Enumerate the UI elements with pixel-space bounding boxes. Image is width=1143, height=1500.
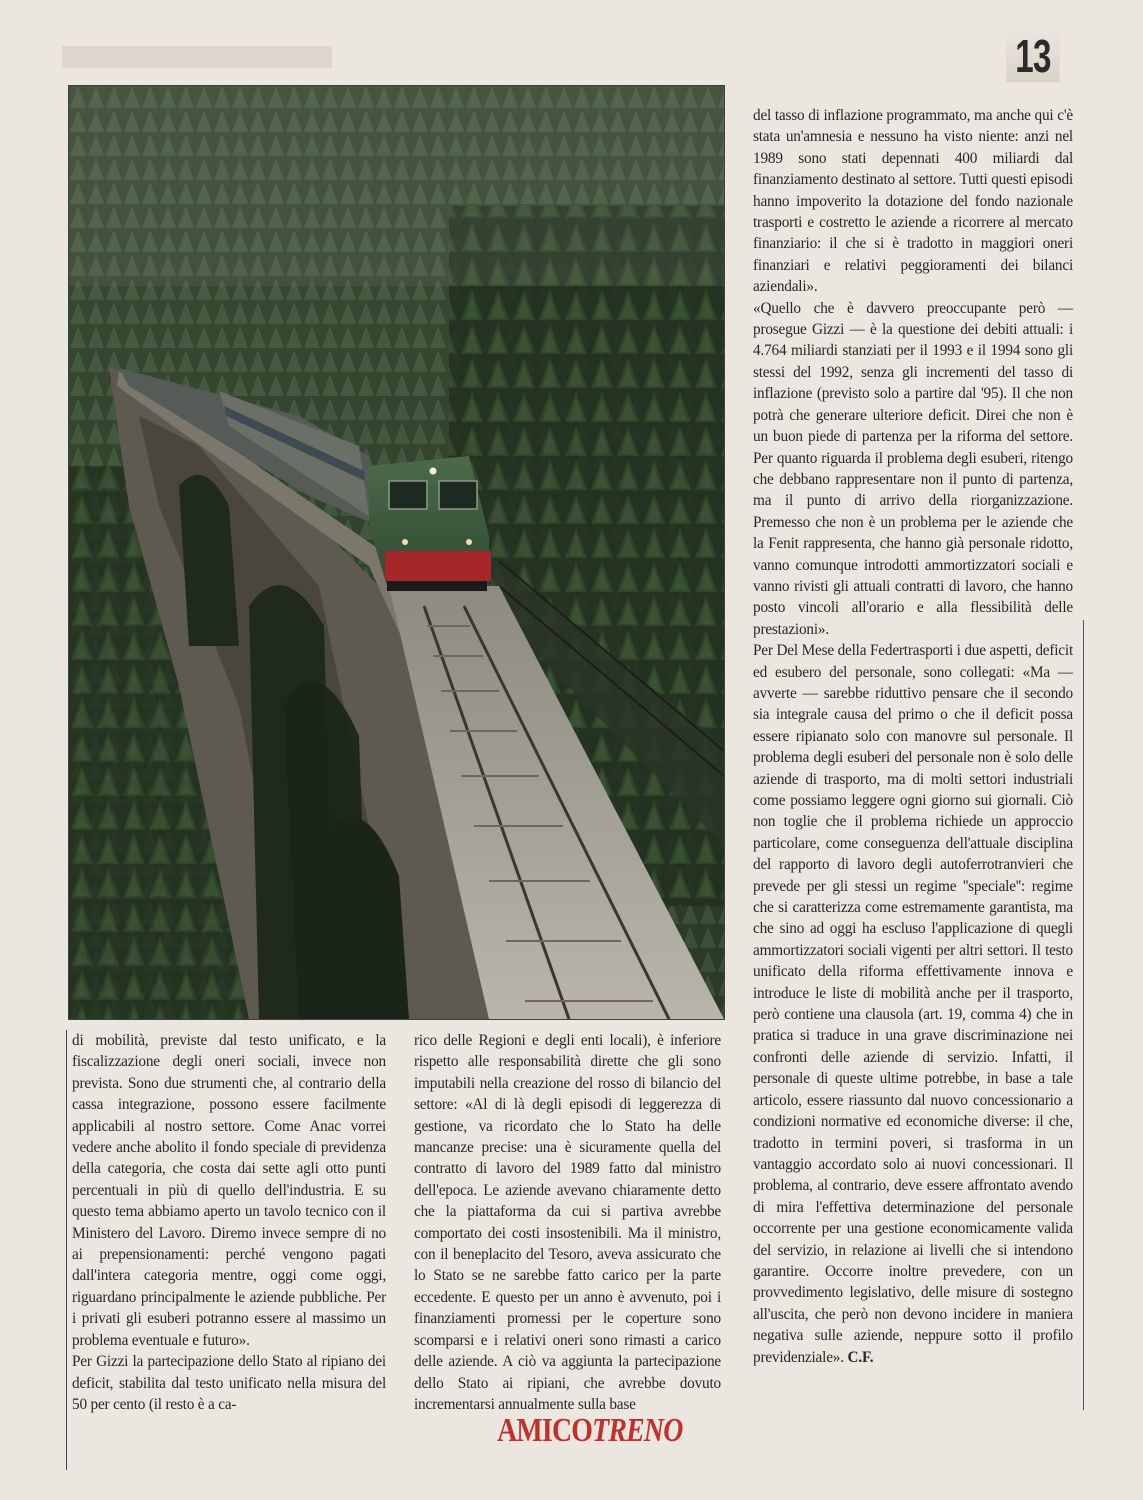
column-rule-right [1083,620,1084,1410]
amicotreno-logo [497,1412,683,1450]
paragraph: del tasso di inflazione programmato, ma anche qui c'è stata un'amnesia e nessuno ha visto niente: anzi nel 1989 sono stati depennati 400 miliardi dal finanziamento destinato al settore. Tutti questi episodi hanno impoverito la dotazione del fondo nazionale trasporti e costretto le aziende a ricorrere al mercato finanziario: il che si è tradotto in maggiori oneri finanziari e relativi peggioramenti dei bilanci aziendali». [753,107,1073,296]
paragraph: di mobilità, previste dal testo unificato, e la fiscalizzazione degli oneri sociali, invece non prevista. Sono due strumenti che, al contrario della cassa integrazione, possono essere facilmente applicabili al nostro settore. Come Anac vorrei vedere anche abolito il fondo speciale di previdenza della categoria, che costa dai sette agli otto punti percentuali in più di quello dell'industria. E su questo tema abbiamo aperto un tavolo tecnico con il Ministero del Lavoro. Diremo invece sempre di no ai prepensionamenti: perché vengono pagati dall'intera categoria mentre, oggi come oggi, riguardano principalmente le aziende pubbliche. Per i privati gli esuberi potranno essere al massimo un problema eventuale e futuro». [72,1032,386,1349]
column-rule-left [66,1030,67,1470]
paragraph [753,640,1073,1368]
logo-part-amico: AMICO [497,1412,593,1449]
paragraph: rico delle Regioni e degli enti locali), è inferiore rispetto alle responsabilità dirette che gli sono imputabili nella creazione del rosso di bilancio del settore: «Al di là degli episodi di leggerezza di gestione, va ricordato che lo Stato ha delle mancanze precise: una è sicuramente quella del contratto di lavoro del 1989 fatto dal ministro dell'epoca. Le aziende avevano chiaramente detto che la piattaforma da cui si partiva avrebbe comportato dei costi insostenibili. Ma il ministro, con il beneplacito del Tesoro, aveva assicurato che lo Stato se ne sarebbe fatto carico per la parte eccedente. E questo per un anno è avvenuto, poi i finanziamenti promessi per le coperture sono scomparsi e i relativi oneri sono rimasti a carico delle aziende. A ciò va aggiunta la partecipazione dello Stato ai ripiani, che avrebbe dovuto incrementarsi annualmente sulla base [414,1032,721,1413]
paragraph: «Quello che è davvero preoccupante però — prosegue Gizzi — è la questione dei debiti attuali: i 4.764 miliardi stanziati per il 1993 e il 1994 sono gli stessi del 1992, senza gli incrementi del tasso di inflazione (previsto solo a partire dal '95). Il che non potrà che generare ulteriore deficit. Direi che non è un buon piede di partenza per la riforma del settore. Per quanto riguarda il problema degli esuberi, ritengo che debbano rappresentare non il punto di partenza, ma il punto di arrivo della riorganizzazione. Premesso che non è un problema per le aziende che la Fenit rappresenta, che hanno già personale ridotto, vanno comunque introdotti ammortizzatori sociali e vanno rivisti gli attuali contratti di lavoro, che hanno posto vincoli all'orario e alla flessibilità delle prestazioni». [753,299,1073,638]
text-column-right [753,105,1073,1368]
text-column-left [72,1030,386,1415]
logo-part-treno: TRENO [592,1412,683,1449]
paragraph: Per Gizzi la partecipazione dello Stato al ripiano dei deficit, stabilita dal testo unificato nella misura del 50 per cento (il resto è a ca- [72,1353,386,1413]
train-viaduct-photo [68,85,725,1020]
paragraph-text: Per Del Mese della Federtrasporti i due aspetti, deficit ed esubero del personale, sono collegati: «Ma — avverte — sarebbe riduttivo pensare che il secondo sia integrale causa del primo o che il deficit possa essere ripianato solo con manovre sul personale. Il problema degli esuberi del personale non è solo delle aziende di trasporto, ma di molti settori industriali come possiamo leggere ogni giorno sui giornali. Ciò non toglie che il problema richiede un approccio particolare, come conseguenza dell'attuale disciplina del rapporto di lavoro degli autoferrotranvieri che prevede per gli stessi un regime ''speciale'': regime che si caratterizza come estremamente garantista, ma che sino ad oggi ha escluso l'applicazione di quegli ammortizzatori sociali vigenti per altri settori. Il testo unificato della riforma effettivamente innova e introduce le liste di mobilità anche per il trasporto, però contiene una clausola (art. 19, comma 4) che in pratica si traduce in una grave discriminazione nei confronti delle aziende di servizio. Infatti, il personale di queste ultime potrebbe, in base a tale articolo, essere riassunto dal nuovo concessionario a condizioni normative ed economiche diverse: il che, tradotto in termini poveri, si trasforma in un vantaggio accordato solo ai nuovi concessionari. Il problema, al contrario, deve essere affrontato avendo di mira l'effettiva determinazione del personale occorrente per una gestione economicamente valida del servizio, in relazione ai livelli che si intendono garantire. Occorre inoltre prevedere, con un provvedimento legislativo, delle misure di sostegno all'uscita, che però non devono incidere in maniera negativa sulle aziende, neppure sotto il profilo previdenziale». [753,642,1073,1366]
text-column-middle [414,1030,721,1415]
page-number: 13 [1006,30,1059,82]
faded-header-band [62,46,332,68]
author-signature: C.F. [847,1348,874,1366]
